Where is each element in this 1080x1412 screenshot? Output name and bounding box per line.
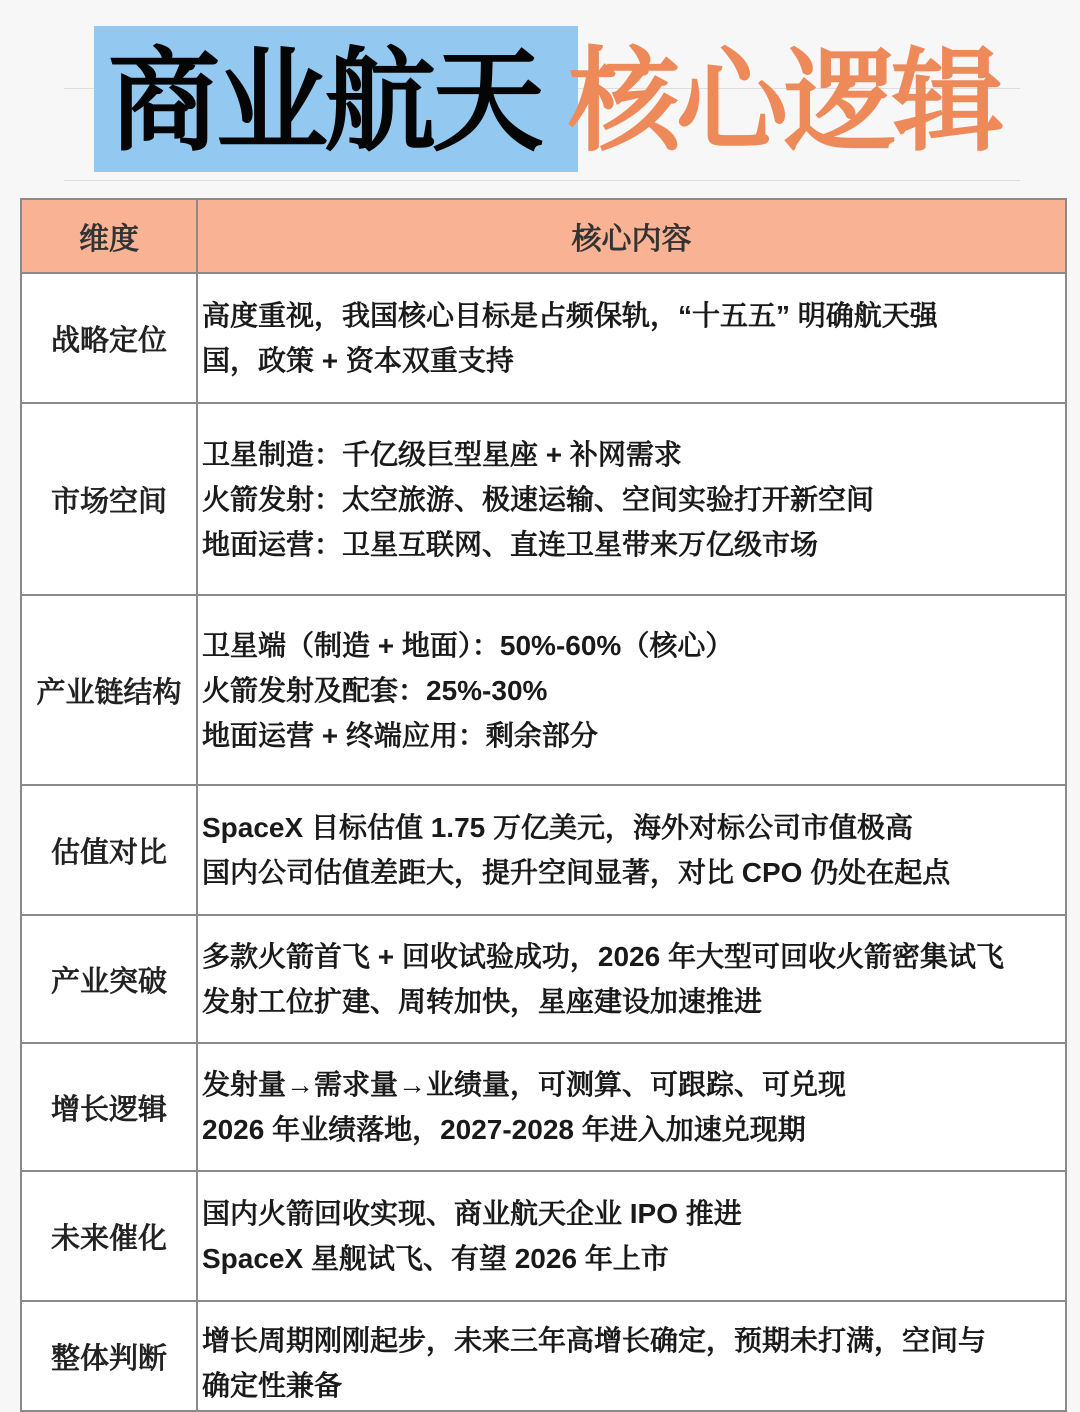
content-cell (197, 403, 1066, 595)
content-line: SpaceX 星舰试飞、有望 2026 年上市 (202, 1243, 669, 1274)
content-cell (197, 915, 1066, 1043)
content-cell (197, 595, 1066, 785)
content-cell (197, 273, 1066, 403)
content-line: 多款火箭首飞 + 回收试验成功，2026 年大型可回收火箭密集试飞 (202, 941, 1004, 972)
table-header-row (21, 199, 1066, 273)
content-line: 高度重视，我国核心目标是占频保轨，“十五五” 明确航天强 (202, 300, 938, 331)
content-line: 国内火箭回收实现、商业航天企业 IPO 推进 (202, 1198, 742, 1229)
header-content: 核心内容 (197, 199, 1066, 273)
dimension-cell: 整体判断 (21, 1301, 197, 1411)
content-line: 火箭发射及配套：25%-30% (202, 674, 548, 706)
title-part1: 商业航天 (108, 39, 540, 164)
content-cell (197, 1301, 1066, 1411)
content-line: 卫星制造：千亿级巨型星座 + 补网需求 (202, 438, 682, 470)
table-row (21, 1301, 1066, 1411)
content-line: 2026 年业绩落地，2027-2028 年进入加速兑现期 (202, 1114, 806, 1145)
dimension-cell: 未来催化 (21, 1171, 197, 1301)
dimension-cell: 市场空间 (21, 403, 197, 595)
dimension-cell: 增长逻辑 (21, 1043, 197, 1171)
divider (64, 180, 1020, 181)
dimension-cell: 产业突破 (21, 915, 197, 1043)
content-line: 国，政策 + 资本双重支持 (202, 345, 514, 376)
table-row (21, 785, 1066, 915)
content-cell (197, 1171, 1066, 1301)
header-dimension: 维度 (21, 199, 197, 273)
table-row (21, 595, 1066, 785)
content-line: 确定性兼备 (202, 1370, 343, 1401)
content-line: 增长周期刚刚起步，未来三年高增长确定，预期未打满，空间与 (202, 1325, 987, 1356)
content-line: 国内公司估值差距大，提升空间显著，对比 CPO 仍处在起点 (202, 857, 951, 888)
content-line: 地面运营：卫星互联网、直连卫星带来万亿级市场 (202, 528, 819, 560)
content-line: 发射量→需求量→业绩量，可测算、可跟踪、可兑现 (202, 1069, 847, 1100)
logic-table (20, 198, 1067, 1412)
title-banner (0, 26, 1080, 176)
dimension-cell: 产业链结构 (21, 595, 197, 785)
table-row (21, 915, 1066, 1043)
content-line: 卫星端（制造 + 地面）：50%-60%（核心） (202, 629, 734, 661)
table-row (21, 273, 1066, 403)
content-cell (197, 785, 1066, 915)
content-cell (197, 1043, 1066, 1171)
content-line: 地面运营 + 终端应用：剩余部分 (202, 719, 598, 751)
title-part2: 核心逻辑 (568, 39, 1000, 164)
table-row (21, 1043, 1066, 1171)
content-line: SpaceX 目标估值 1.75 万亿美元，海外对标公司市值极高 (202, 812, 914, 843)
dimension-cell: 估值对比 (21, 785, 197, 915)
content-line: 发射工位扩建、周转加快，星座建设加速推进 (202, 986, 763, 1017)
dimension-cell: 战略定位 (21, 273, 197, 403)
table-row (21, 1171, 1066, 1301)
content-line: 火箭发射：太空旅游、极速运输、空间实验打开新空间 (202, 483, 875, 515)
table-row (21, 403, 1066, 595)
